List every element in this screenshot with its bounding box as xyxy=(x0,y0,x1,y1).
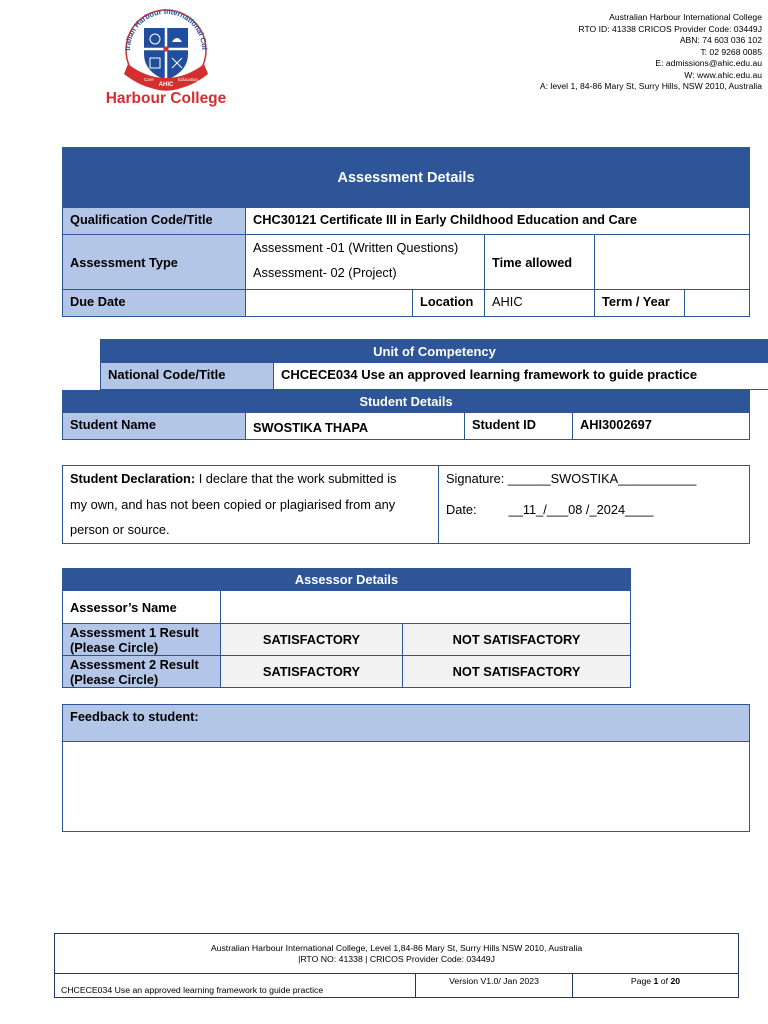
please-circle-text: (Please Circle) xyxy=(70,639,159,655)
student-details-table xyxy=(62,390,750,440)
declaration-line-3: person or source. xyxy=(70,522,170,537)
date-field[interactable]: Date: __11_/___08 /_2024____ xyxy=(446,501,654,517)
feedback-label: Feedback to student: xyxy=(63,705,750,742)
declaration-label: Student Declaration: xyxy=(70,471,196,486)
assessor-name-field[interactable] xyxy=(221,591,631,624)
info-line: ABN: 74 603 036 102 xyxy=(679,35,762,45)
college-contact-info xyxy=(540,12,762,93)
feedback-field[interactable] xyxy=(63,742,750,832)
assessment1-result-text: Assessment 1 Result xyxy=(70,624,199,640)
assessment2-not-satisfactory[interactable]: NOT SATISFACTORY xyxy=(403,656,631,688)
assessment2-result-text: Assessment 2 Result xyxy=(70,656,199,672)
page-of: of xyxy=(658,976,671,986)
time-allowed-field[interactable] xyxy=(595,235,750,290)
assessment-type-1: Assessment -01 (Written Questions) xyxy=(253,240,459,255)
assessment1-satisfactory[interactable]: SATISFACTORY xyxy=(221,624,403,656)
assessment-details-title: Assessment Details xyxy=(63,148,750,208)
declaration-text xyxy=(63,466,439,544)
footer-unit: CHCECE034 Use an approved learning framework to guide practice xyxy=(55,974,416,998)
student-declaration-table xyxy=(62,465,750,544)
national-code-value: CHCECE034 Use an approved learning framework to guide practice xyxy=(274,363,768,390)
term-year-field[interactable] xyxy=(685,290,750,317)
assessment-type-value xyxy=(246,235,485,290)
svg-text:Australian Harbour Internation: tralian Harbour International Col xyxy=(122,6,210,51)
signature-cell xyxy=(439,466,750,544)
feedback-table xyxy=(62,704,750,832)
assessment2-result-label xyxy=(63,656,221,688)
info-line: RTO ID: 41338 CRICOS Provider Code: 03449J xyxy=(578,23,762,34)
please-circle-text: (Please Circle) xyxy=(70,671,159,687)
location-label: Location xyxy=(413,290,485,317)
svg-text:Care: Care xyxy=(144,77,154,82)
page-footer xyxy=(54,933,739,998)
svg-text:Harbour College: Harbour College xyxy=(105,90,227,107)
signature-field[interactable]: Signature: ______SWOSTIKA___________ xyxy=(446,471,697,486)
assessment-type-label: Assessment Type xyxy=(63,235,246,290)
time-allowed-label: Time allowed xyxy=(485,235,595,290)
page-prefix: Page xyxy=(630,976,654,986)
page-num: 1 xyxy=(653,976,659,986)
assessor-details-title: Assessor Details xyxy=(63,569,631,591)
assessment-details-table xyxy=(62,147,750,317)
assessment2-satisfactory[interactable]: SATISFACTORY xyxy=(221,656,403,688)
due-date-field[interactable] xyxy=(246,290,413,317)
svg-text:Education: Education xyxy=(178,77,199,82)
footer-address-line-1: Australian Harbour International College, Level 1,84-86 Mary St, Surry Hills NSW 2010, Australia xyxy=(210,942,583,953)
student-id-value[interactable]: AHI3002697 xyxy=(573,413,750,440)
student-name-label: Student Name xyxy=(63,413,246,440)
info-line: T: 02 9268 0085 xyxy=(700,46,762,57)
qualification-label: Qualification Code/Title xyxy=(63,208,246,235)
footer-address xyxy=(55,934,739,974)
declaration-line-2: my own, and has not been copied or plagiarised from any xyxy=(70,496,396,512)
assessment1-result-label xyxy=(63,624,221,656)
student-id-label: Student ID xyxy=(465,413,573,440)
info-line: A: level 1, 84-86 Mary St, Surry Hills, NSW 2010, Australia xyxy=(539,81,762,91)
footer-version: Version V1.0/ Jan 2023 xyxy=(416,974,573,998)
declaration-line-1: I declare that the work submitted is xyxy=(195,471,397,486)
assessment1-not-satisfactory[interactable]: NOT SATISFACTORY xyxy=(403,624,631,656)
term-year-label: Term / Year xyxy=(595,290,685,317)
college-logo xyxy=(104,6,228,110)
info-line: W: www.ahic.edu.au xyxy=(684,69,762,80)
info-line: E: admissions@ahic.edu.au xyxy=(655,58,762,68)
info-line: Australian Harbour International College xyxy=(609,12,762,22)
page-total: 20 xyxy=(670,976,681,986)
unit-of-competency-table xyxy=(100,339,768,390)
due-date-label: Due Date xyxy=(63,290,246,317)
national-code-label: National Code/Title xyxy=(101,363,274,390)
footer-address-line-2: |RTO NO: 41338 | CRICOS Provider Code: 03449J xyxy=(298,953,495,964)
footer-page-number xyxy=(573,974,739,998)
qualification-value: CHC30121 Certificate III in Early Childhood Education and Care xyxy=(246,208,750,235)
assessor-details-table xyxy=(62,568,631,688)
location-value: AHIC xyxy=(485,290,595,317)
assessment-type-2: Assessment- 02 (Project) xyxy=(253,265,397,280)
assessor-name-label: Assessor’s Name xyxy=(63,591,221,624)
student-details-title: Student Details xyxy=(63,391,750,413)
unit-title: Unit of Competency xyxy=(101,340,768,363)
student-name-value[interactable]: SWOSTIKA THAPA xyxy=(246,413,465,440)
svg-text:AHIC: AHIC xyxy=(158,82,174,88)
